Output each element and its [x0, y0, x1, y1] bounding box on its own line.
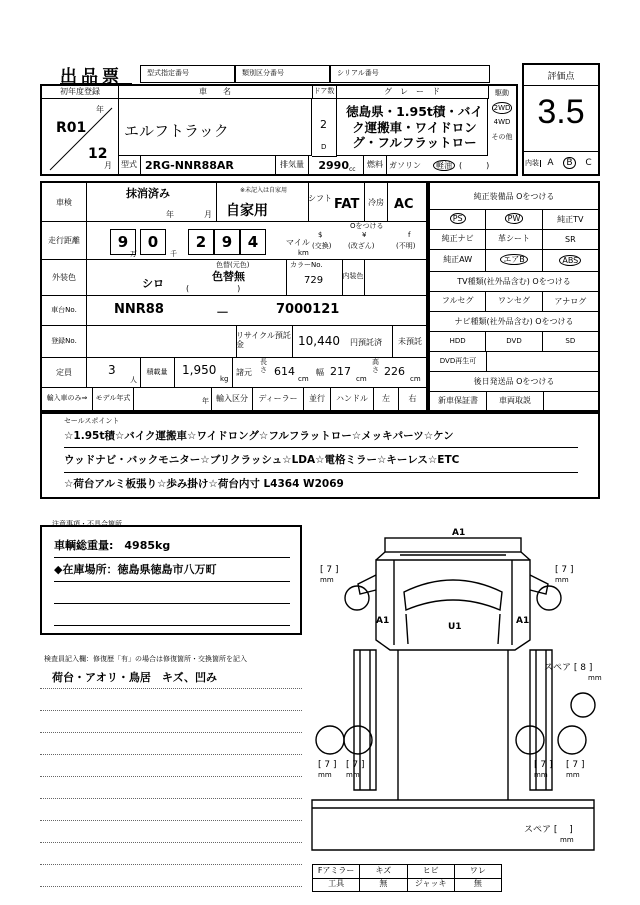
car-name: エルフトラック: [118, 98, 312, 156]
tire-depth-rear-right-2: [ 7 ] mm: [566, 760, 585, 779]
mm-unit: mm: [560, 836, 574, 844]
page-title: 出品票: [60, 67, 123, 87]
ac-cell: [386, 183, 426, 222]
equipment-title: 純正装備品 Oをつける: [430, 183, 598, 210]
footer-tools: 工具: [313, 878, 360, 891]
notes-label: 注意事項・不具合箇所: [52, 520, 122, 528]
odometer-s: $: [318, 231, 323, 239]
drive-cell: [488, 86, 516, 156]
reg-no-cell: [86, 325, 237, 358]
mileage-man: 万: [130, 250, 137, 258]
footer-crack: ヒビ: [408, 865, 455, 878]
interior-grade: [524, 151, 598, 174]
model-code-box: [140, 65, 235, 83]
model-code-label: 型式指定番号: [147, 69, 189, 77]
model-line: [118, 156, 516, 174]
recycle-unit: 円預託済: [350, 338, 382, 347]
color-change-value: 色替無: [212, 270, 245, 283]
inspection-month-unit: 月: [204, 210, 212, 219]
mileage-label: 走行距離: [42, 221, 87, 260]
after-warranty: 新車保証書: [430, 391, 487, 410]
mileage-digit-5: 4: [240, 229, 266, 255]
tire-rear-right-inner: [516, 726, 544, 754]
dvd-row: [430, 351, 598, 372]
sales-line-3: ☆荷台アルミ板張り☆歩み掛け☆荷台内寸 L4364 W2069: [64, 478, 344, 490]
footer-row-1: [313, 865, 501, 879]
tire-depth-rl1-value: 7: [324, 760, 331, 770]
height-unit: cm: [410, 375, 421, 383]
recycle-status: 未預託: [392, 325, 427, 357]
load-unit: kg: [220, 375, 229, 383]
year-unit: 年: [96, 105, 104, 114]
tire-depth-front-left: [ 7 ] mm: [320, 565, 339, 584]
fuel-diesel-mark: 軽油: [433, 160, 455, 171]
tire-depth-rear-left-2: [ 7 ] mm: [346, 760, 365, 779]
reg-no-label: 登録No.: [42, 325, 87, 358]
odometer-note: Oをつける: [350, 222, 384, 230]
dims-cell: [232, 357, 426, 388]
dvd-label: DVD再生可: [430, 351, 487, 371]
mileage-digit-1: 9: [110, 229, 136, 255]
model-value: 2RG-NNR88AR: [145, 158, 234, 172]
inspector-line: [40, 886, 302, 887]
equipment-block: [428, 181, 600, 412]
parallel-option: 並行: [304, 387, 331, 410]
mm-unit: mm: [588, 674, 602, 682]
drive-4wd: 4WD: [493, 118, 511, 126]
length-unit: cm: [298, 375, 309, 383]
damage-u1: U1: [448, 622, 462, 632]
inspector-line: [40, 864, 302, 865]
navi-sd: SD: [565, 337, 576, 345]
diagram-windshield: [404, 580, 502, 610]
doors-cell: [312, 98, 337, 157]
damage-a1-left: A1: [376, 616, 390, 626]
load-cell: [174, 357, 233, 388]
displacement-label: 排気量: [275, 156, 309, 174]
color-no-label: カラーNo.: [290, 261, 323, 269]
inspection-cell: [86, 183, 217, 222]
usage-value: 自家用: [226, 203, 268, 219]
class-code-box: [235, 65, 330, 83]
mm-unit: mm: [566, 771, 580, 779]
odometer-f: f: [408, 231, 411, 239]
recycle-label: リサイクル預託金: [236, 325, 293, 358]
cc-unit: cc: [349, 165, 356, 173]
tire-rear-right-outer: [558, 726, 586, 754]
inspector-text: 荷台・アオリ・鳥居 キズ、凹み: [52, 671, 217, 684]
equip-pw: PW: [505, 213, 524, 224]
shift-value: FAT: [334, 197, 360, 212]
mm-unit: mm: [346, 771, 360, 779]
tire-depth-front-right: [ 7 ] mm: [555, 565, 574, 584]
equip-ps: PS: [450, 213, 466, 224]
tire-depth-front-right-value: 7: [561, 565, 568, 575]
usage-cell: [216, 183, 309, 222]
doors-unit: D: [321, 143, 327, 151]
odometer-unknown: (不明): [396, 242, 416, 250]
usage-note: ※未記入は自家用: [240, 187, 288, 194]
notes-box: [40, 525, 302, 635]
sales-point-block: [40, 412, 600, 499]
interior-color-cell: [364, 259, 426, 296]
ac-label: 冷房: [364, 183, 388, 222]
navi-dvd: DVD: [486, 331, 542, 351]
load-label: 積載量: [140, 357, 175, 388]
interior-label: 内装: [525, 158, 539, 167]
sales-line-2: ウッドナビ・バックモニター☆ブリクラッシュ☆LDA☆電格ミラー☆キーレス☆ETC: [64, 452, 578, 473]
dealer-option: ディーラー: [253, 387, 304, 410]
color-paren: ( ): [186, 284, 241, 293]
import-year-unit: 年: [134, 387, 212, 410]
spare-1: スペア [ 8 ] mm: [544, 663, 602, 682]
inspection-label: 車検: [42, 183, 87, 222]
spare-1-label: スペア: [544, 663, 572, 673]
shift-cell: [308, 183, 364, 222]
mileage-cell: [86, 221, 312, 260]
tire-depth-rr1-value: 7: [540, 760, 547, 770]
displacement-value: 2990: [318, 158, 349, 172]
tv-oneseg: ワンセグ: [486, 291, 542, 311]
width-unit: cm: [356, 375, 367, 383]
damage-a1-right: A1: [516, 616, 530, 626]
equip-aw: 純正AW: [430, 249, 486, 271]
navi-row: [430, 331, 598, 352]
chassis-cell: [86, 295, 426, 326]
import-row: [42, 387, 426, 410]
exterior-value: シロ: [142, 277, 164, 290]
doors-value: 2: [320, 118, 327, 131]
recycle-cell: [292, 325, 426, 358]
shift-label: シフト: [308, 194, 332, 203]
equipment-row-2: [430, 229, 598, 250]
interior-c: C: [585, 158, 592, 168]
inspector-line: [40, 798, 302, 799]
inspector-line: [40, 842, 302, 843]
mm-unit: mm: [534, 771, 548, 779]
equip-airbag: エアB: [500, 254, 528, 265]
navi-title: ナビ種類(社外品含む) Oをつける: [430, 311, 598, 332]
first-reg-month: 12: [88, 146, 108, 162]
tire-rear-left-outer: [316, 726, 344, 754]
chassis-prefix: NNR88: [114, 302, 164, 317]
sales-line-1: ☆1.95t積☆バイク運搬車☆ワイドロング☆フルフラットロー☆メッキパーツ☆ケン: [64, 428, 578, 448]
equip-navi: 純正ナビ: [430, 229, 486, 249]
mile-label: マイル: [286, 238, 310, 247]
handle-right: 右: [408, 394, 417, 403]
import-label: 輸入車のみ⇒: [42, 387, 93, 410]
width-value: 217: [330, 365, 351, 378]
tire-spare: [571, 693, 595, 717]
footer-break: ワレ: [469, 866, 486, 875]
drive-label: 駆動: [495, 89, 509, 97]
car-name-label: 車 名: [118, 86, 313, 99]
fuel-paren: ( ): [459, 160, 490, 170]
tire-rear-left-inner: [344, 726, 372, 754]
inspector-line: [40, 688, 302, 689]
diagram-cab: [376, 560, 530, 650]
footer-table: [312, 864, 502, 892]
mm-unit: mm: [320, 576, 334, 584]
handle-label: ハンドル: [331, 387, 374, 410]
capacity-label: 定員: [42, 357, 87, 388]
drive-other: その他: [491, 133, 513, 141]
width-label: 幅: [316, 368, 324, 377]
spare-2: スペア [ ] mm: [524, 825, 574, 844]
grade-value: 徳島県・1.95t積・バイク運搬車・ワイドロング・フルフラットロー: [336, 98, 488, 156]
odometer-exchange: (交換): [312, 242, 332, 250]
color-change-label: 色替(元色): [216, 261, 250, 269]
inspector-line: [40, 754, 302, 755]
mileage-digit-4: 9: [214, 229, 240, 255]
tire-depth-front-left-value: 7: [326, 565, 333, 575]
inspection-year-unit: 年: [166, 210, 174, 219]
notes-line-2: ◆在庫場所：徳島県徳島市八万町: [54, 561, 290, 582]
odometer-tamper: (改ざん): [348, 242, 375, 250]
load-value: 1,950: [182, 363, 217, 377]
notes-line-3: [54, 585, 290, 604]
month-unit: 月: [104, 161, 112, 170]
inspector-line: [40, 820, 302, 821]
chassis-label: 車台No.: [42, 295, 87, 326]
model-year-label: モデル年式: [93, 387, 134, 410]
interior-a: A: [547, 158, 554, 168]
mm-unit: mm: [318, 771, 332, 779]
footer-jack: ジャッキ: [408, 878, 455, 891]
mileage-digit-3: 2: [188, 229, 214, 255]
tv-title: TV種類(社外品含む) Oをつける: [430, 271, 598, 292]
vehicle-info-block: [40, 84, 518, 176]
tire-depth-rr2-value: 7: [572, 760, 579, 770]
tire-depth-rear-right-1: [ 7 ] mm: [534, 760, 553, 779]
spare-2-label: スペア: [524, 825, 552, 835]
first-reg-cell: [42, 98, 119, 174]
notes-line-1: 車輌総重量: 4985kg: [54, 537, 290, 558]
equip-sr: SR: [565, 234, 576, 244]
mileage-sen: 千: [170, 250, 177, 258]
equip-leather: 革シート: [486, 229, 542, 249]
equip-tv: 純正TV: [557, 214, 584, 224]
tire-front-left: [345, 586, 369, 610]
inspector-line: [40, 710, 302, 711]
tire-depth-rl2-value: 7: [352, 760, 359, 770]
import-class-label: 輸入区分: [212, 387, 253, 410]
serial-label: シリアル番号: [337, 69, 379, 77]
drive-2wd: 2WD: [493, 104, 511, 112]
equipment-row-1: [430, 209, 598, 230]
capacity-cell: [86, 357, 141, 388]
model-label: 型式: [118, 156, 141, 174]
sales-label: セールスポイント: [64, 417, 120, 425]
diagram-top-bar: [385, 538, 521, 552]
footer-mirror: Fアミラー: [313, 865, 360, 878]
first-reg-label: 初年度登録: [42, 86, 119, 99]
inspector-line: [40, 776, 302, 777]
chassis-dash: －: [216, 306, 230, 321]
chassis-no: 7000121: [276, 302, 340, 317]
exterior-cell: [86, 259, 287, 296]
equip-abs: ABS: [559, 255, 581, 266]
recycle-value: 10,440: [298, 334, 340, 348]
capacity-unit: 人: [130, 376, 137, 384]
score-value: 3.5: [537, 93, 585, 131]
mileage-km: km: [298, 249, 309, 257]
length-value: 614: [274, 365, 295, 378]
score-box: [522, 63, 600, 176]
odometer-y: ¥: [362, 231, 367, 239]
capacity-value: 3: [108, 363, 116, 377]
damage-a1-top: A1: [452, 528, 466, 538]
spare-1-value: 8: [580, 663, 586, 673]
footer-tools-value: 無: [360, 878, 407, 891]
equipment-row-3: [430, 249, 598, 272]
exterior-label: 外装色: [42, 259, 87, 296]
footer-scratch: キズ: [360, 865, 407, 878]
tire-front-right: [537, 586, 561, 610]
notes-line-4: [54, 607, 290, 626]
mm-unit: mm: [555, 576, 569, 584]
tire-depth-rear-left-1: [ 7 ] mm: [318, 760, 337, 779]
inspector-line: [40, 732, 302, 733]
after-manual: 車両取説: [487, 391, 544, 410]
interior-color-label: 内装色: [342, 259, 365, 296]
after-row: [430, 391, 598, 410]
color-no-cell: [286, 259, 343, 296]
details-block: [40, 181, 428, 412]
footer-jack-value: 無: [473, 879, 482, 888]
first-reg-era: R01: [56, 120, 87, 136]
tv-fullseg: フルセグ: [430, 291, 486, 311]
navi-hdd: HDD: [430, 331, 486, 351]
class-code-label: 類別区分番号: [242, 69, 284, 77]
doors-label: ドア数: [312, 86, 337, 99]
interior-b: B: [563, 157, 575, 169]
inspector-label: 検査員記入欄：修復歴「有」の場合は修復箇所・交換箇所を記入: [44, 655, 247, 663]
height-label: 高さ: [372, 358, 379, 374]
mileage-digit-2: 0: [140, 229, 166, 255]
dims-label: 諸元: [236, 368, 252, 377]
footer-row-2: [313, 878, 501, 891]
serial-box: [330, 65, 490, 83]
fuel-value: ガソリン: [389, 160, 421, 170]
tv-analog: アナログ: [554, 296, 587, 306]
tv-row: [430, 291, 598, 312]
handle-left: 左: [374, 387, 399, 410]
score-label: 評価点: [524, 65, 598, 86]
after-title: 後日発送品 Oをつける: [430, 371, 598, 392]
length-label: 長さ: [260, 358, 267, 374]
grade-label: グ レ ー ド: [336, 86, 489, 99]
height-value: 226: [384, 365, 405, 378]
color-no-value: 729: [304, 275, 324, 286]
ac-value: AC: [394, 197, 414, 212]
inspection-value: 抹消済み: [126, 187, 170, 200]
fuel-label: 燃料: [363, 156, 387, 174]
